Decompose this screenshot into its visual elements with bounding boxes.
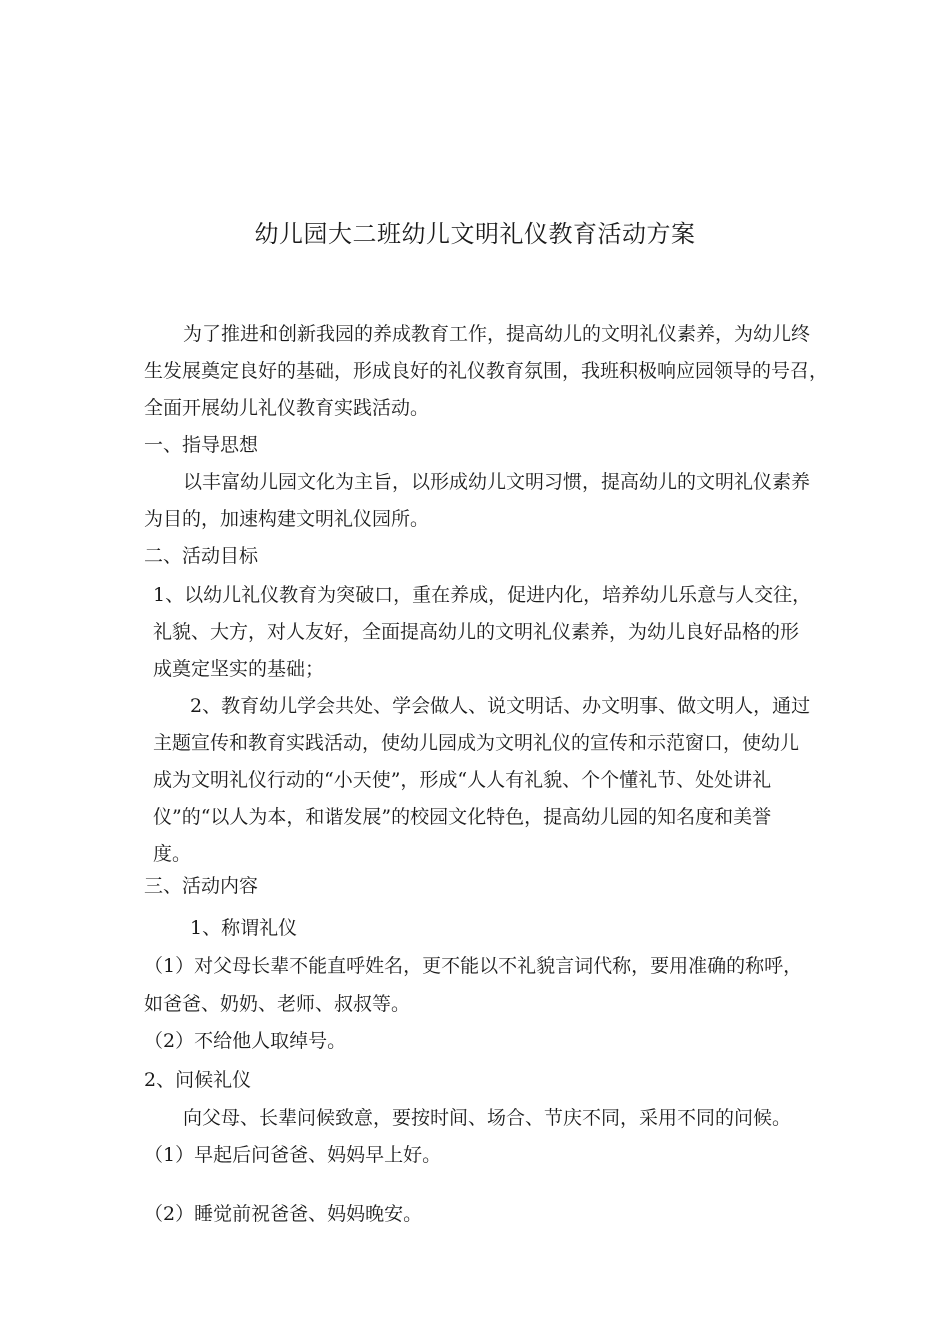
intro-line-3: 全面开展幼儿礼仪教育实践活动。 <box>144 397 430 419</box>
goal-2-line-3: 成为文明礼仪行动的“小天使”，形成“人人有礼貌、个个懂礼节、处处讲礼 <box>153 769 772 791</box>
section-heading-content: 三、活动内容 <box>144 875 259 897</box>
section-heading-guiding-thought: 一、指导思想 <box>144 434 259 456</box>
goal-2-line-4: 仪”的“以人为本，和谐发展”的校园文化特色，提高幼儿园的知名度和美誉 <box>153 806 772 828</box>
document-title: 幼儿园大二班幼儿文明礼仪教育活动方案 <box>254 220 696 248</box>
greeting-rule-2: （2）睡觉前祝爸爸、妈妈晚安。 <box>144 1203 423 1225</box>
guiding-thought-line-2: 为目的，加速构建文明礼仪园所。 <box>144 508 430 530</box>
goal-2-line-1: 2、教育幼儿学会共处、学会做人、说文明话、办文明事、做文明人，通过 <box>190 695 811 717</box>
goal-2-line-2: 主题宣传和教育实践活动，使幼儿园成为文明礼仪的宣传和示范窗口，使幼儿 <box>153 732 800 754</box>
guiding-thought-line-1: 以丰富幼儿园文化为主旨，以形成幼儿文明习惯，提高幼儿的文明礼仪素养 <box>183 471 811 493</box>
goal-1-line-1: 1、以幼儿礼仪教育为突破口，重在养成，促进内化，培养幼儿乐意与人交往， <box>153 584 812 606</box>
content-sub-heading-address: 1、称谓礼仪 <box>190 917 298 939</box>
goal-1-line-3: 成奠定坚实的基础； <box>153 658 325 680</box>
greeting-rule-1: （1）早起后问爸爸、妈妈早上好。 <box>144 1144 442 1166</box>
content-sub-heading-greeting: 2、问候礼仪 <box>144 1069 252 1091</box>
greeting-intro: 向父母、长辈问候致意，要按时间、场合、节庆不同，采用不同的问候。 <box>183 1107 792 1129</box>
intro-line-2: 生发展奠定良好的基础，形成良好的礼仪教育氛围，我班积极响应园领导的号召， <box>144 360 829 382</box>
goal-1-line-2: 礼貌、大方，对人友好，全面提高幼儿的文明礼仪素养，为幼儿良好品格的形 <box>153 621 800 643</box>
goal-2-line-5: 度。 <box>153 843 192 865</box>
section-heading-goals: 二、活动目标 <box>144 545 259 567</box>
address-rule-1-line-1: （1）对父母长辈不能直呼姓名，更不能以不礼貌言词代称，要用准确的称呼， <box>144 955 803 977</box>
intro-line-1: 为了推进和创新我园的养成教育工作，提高幼儿的文明礼仪素养，为幼儿终 <box>183 323 811 345</box>
address-rule-2: （2）不给他人取绰号。 <box>144 1030 347 1052</box>
address-rule-1-line-2: 如爸爸、奶奶、老师、叔叔等。 <box>144 993 411 1015</box>
